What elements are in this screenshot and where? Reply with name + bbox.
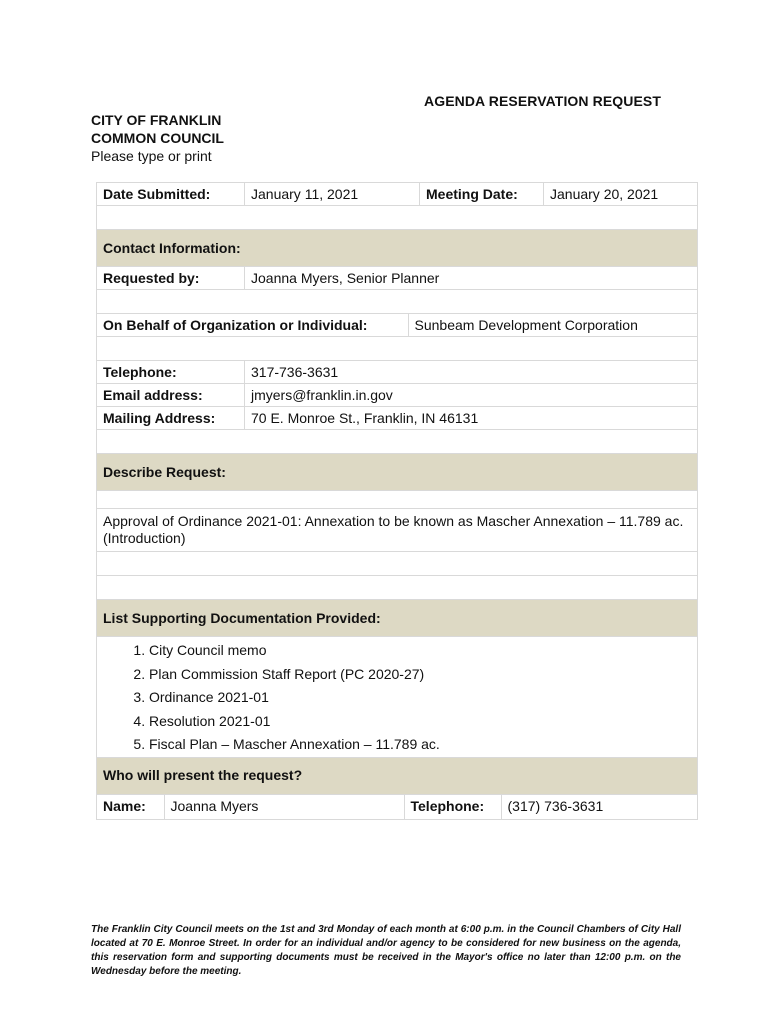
docs-header-row	[97, 600, 698, 637]
presenter-row	[97, 794, 698, 819]
date-submitted-label: Date Submitted:	[97, 183, 245, 206]
blank-cell	[97, 576, 698, 600]
spacer-row	[97, 491, 698, 509]
requested-by-field[interactable]: Joanna Myers, Senior Planner	[245, 267, 698, 290]
meeting-date-label: Meeting Date:	[420, 183, 544, 206]
instructions: Please type or print	[91, 148, 212, 164]
reservation-form	[96, 182, 698, 820]
list-item: 3. Ordinance 2021-01	[149, 686, 691, 710]
docs-list-cell[interactable]	[97, 637, 698, 758]
on-behalf-field[interactable]: Sunbeam Development Corporation	[414, 316, 638, 333]
blank-cell	[97, 206, 698, 230]
contact-header-row	[97, 230, 698, 267]
mailing-label: Mailing Address:	[97, 407, 245, 430]
docs-section-header: List Supporting Documentation Provided:	[97, 600, 698, 637]
docs-list	[103, 639, 691, 757]
on-behalf-nested	[97, 314, 697, 336]
on-behalf-label: On Behalf of Organization or Individual:	[97, 314, 408, 336]
blank-cell	[97, 552, 698, 576]
list-item: 5. Fiscal Plan – Mascher Annexation – 11.789 ac.	[149, 733, 691, 757]
docs-list-row	[97, 637, 698, 758]
footer-note: The Franklin City Council meets on the 1st and 3rd Monday of each month at 6:00 p.m. in the Council Chambers of City Hall located at 70 E. Monroe Street. In order for an individual and/or agency to be considered for new business on the agenda, this reservation form and supporting documents must be received in the Mayor's office no later than 12:00 p.m. on the Wednesday before the meeting.	[91, 924, 681, 977]
describe-field[interactable]: Approval of Ordinance 2021-01: Annexation to be known as Mascher Annexation – 11.789 ac. (Introduction)	[97, 509, 698, 552]
mailing-row	[97, 407, 698, 430]
presenter-name-field[interactable]: Joanna Myers	[164, 795, 404, 819]
presenter-section-header: Who will present the request?	[97, 757, 698, 794]
on-behalf-row	[97, 314, 698, 337]
blank-cell	[97, 430, 698, 454]
spacer-row	[97, 290, 698, 314]
list-item: 1. City Council memo	[149, 639, 691, 663]
describe-header-row	[97, 454, 698, 491]
dates-row	[97, 183, 698, 206]
council-name: COMMON COUNCIL	[91, 130, 224, 146]
presenter-nested	[97, 795, 697, 819]
blank-cell	[97, 491, 698, 509]
spacer-row	[97, 206, 698, 230]
header-block	[91, 111, 224, 165]
contact-section-header: Contact Information:	[97, 230, 698, 267]
describe-section-header: Describe Request:	[97, 454, 698, 491]
email-label: Email address:	[97, 384, 245, 407]
telephone-row	[97, 361, 698, 384]
email-field[interactable]: jmyers@franklin.in.gov	[245, 384, 698, 407]
presenter-cell	[97, 794, 698, 819]
city-name: CITY OF FRANKLIN	[91, 112, 222, 128]
telephone-field[interactable]: 317-736-3631	[245, 361, 698, 384]
requested-by-row	[97, 267, 698, 290]
date-submitted-field[interactable]: January 11, 2021	[245, 183, 420, 206]
document-title: AGENDA RESERVATION REQUEST	[424, 93, 661, 109]
presenter-phone-label: Telephone:	[404, 795, 501, 819]
meeting-date-field[interactable]: January 20, 2021	[544, 183, 698, 206]
presenter-header-row	[97, 757, 698, 794]
blank-cell	[97, 290, 698, 314]
email-row	[97, 384, 698, 407]
on-behalf-cell	[97, 314, 698, 337]
presenter-phone-field[interactable]: (317) 736-3631	[507, 798, 604, 814]
spacer-row	[97, 552, 698, 576]
spacer-row	[97, 576, 698, 600]
list-item: 4. Resolution 2021-01	[149, 710, 691, 734]
requested-by-label: Requested by:	[97, 267, 245, 290]
telephone-label: Telephone:	[97, 361, 245, 384]
spacer-row	[97, 337, 698, 361]
describe-row	[97, 509, 698, 552]
blank-cell	[97, 337, 698, 361]
mailing-field[interactable]: 70 E. Monroe St., Franklin, IN 46131	[245, 407, 698, 430]
list-item: 2. Plan Commission Staff Report (PC 2020-27)	[149, 663, 691, 687]
spacer-row	[97, 430, 698, 454]
presenter-name-label: Name:	[97, 795, 164, 819]
